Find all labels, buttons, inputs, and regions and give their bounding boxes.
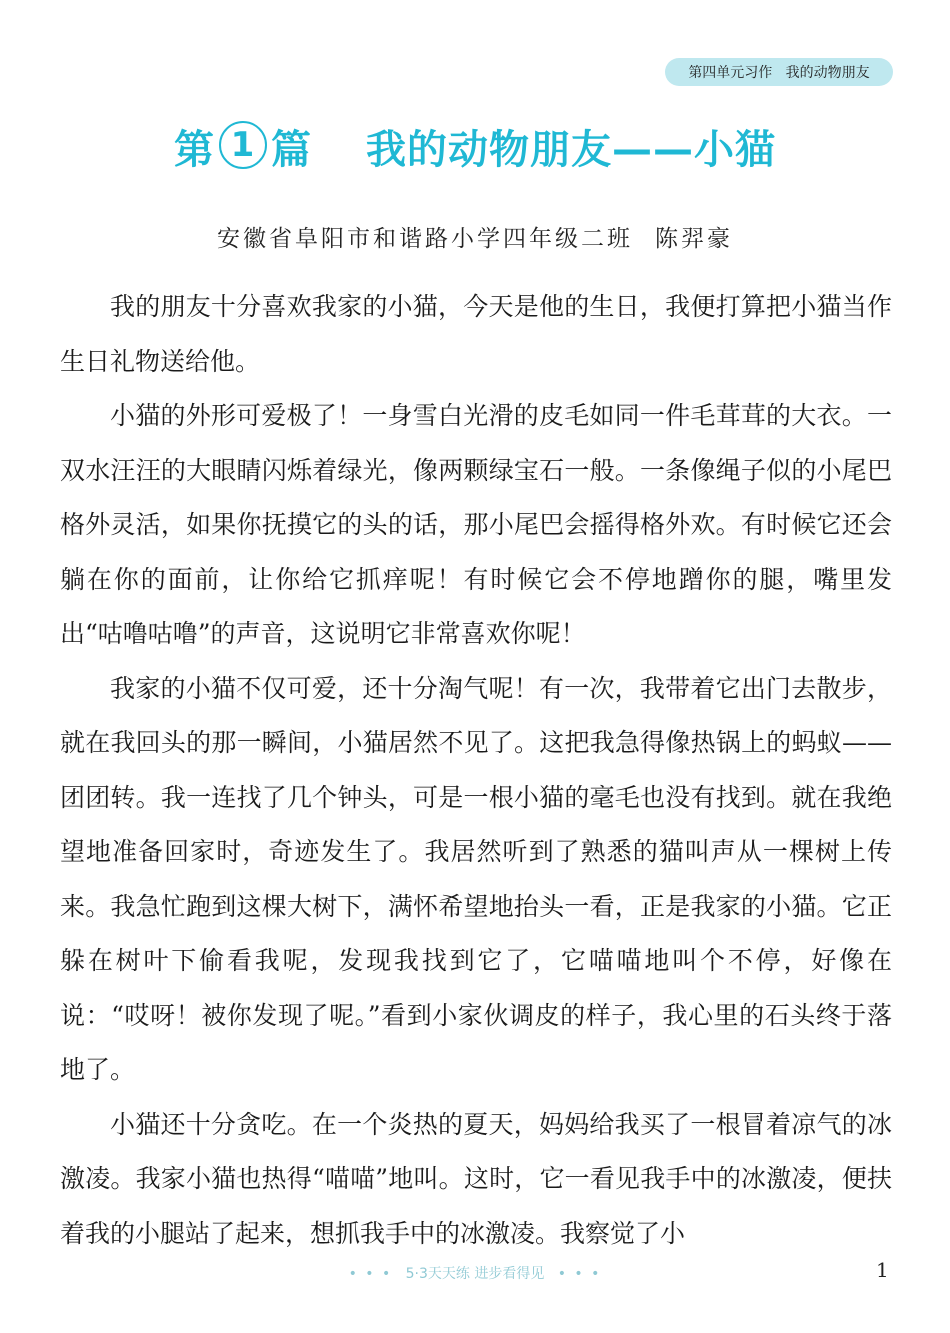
footer-slogan (0, 1263, 950, 1283)
title-text: 我的动物朋友——小猫 (366, 127, 776, 173)
page-number: 1 (876, 1258, 889, 1282)
author-name: 陈羿豪 (655, 226, 733, 252)
author-line (0, 220, 950, 253)
essay-body (60, 280, 892, 1261)
unit-tag: 第四单元习作 我的动物朋友 (665, 58, 893, 86)
paragraph: 小猫还十分贪吃。在一个炎热的夏天，妈妈给我买了一根冒着凉气的冰激凌。我家小猫也热得“喵喵”地叫。这时，它一看见我手中的冰激凌，便扶着我的小腿站了起来，想抓我手中的冰激凌。我察觉了小 (60, 1109, 892, 1248)
slogan-text: 5·3天天练 进步看得见 (405, 1266, 545, 1282)
page-title (0, 118, 950, 175)
title-prefix: 第 (174, 127, 215, 173)
paragraph: 我家的小猫不仅可爱，还十分淘气呢！有一次，我带着它出门去散步，就在我回头的那一瞬间，小猫居然不见了。这把我急得像热锅上的蚂蚁——团团转。我一连找了几个钟头，可是一根小猫的毫毛也没有找到。就在我绝望地准备回家时，奇迹发生了。我居然听到了熟悉的猫叫声从一棵树上传来。我急忙跑到这棵大树下，满怀希望地抬头一看，正是我家的小猫。它正躲在树叶下偷看我呢，发现我找到它了，它喵喵地叫个不停，好像在说：“哎呀！被你发现了呢。”看到小家伙调皮的样子，我心里的石头终于落地了。 (60, 673, 892, 1084)
article-number-badge: 1 (219, 121, 267, 169)
dots-left: • • • (348, 1266, 393, 1282)
author-school: 安徽省阜阳市和谐路小学四年级二班 (217, 226, 633, 252)
paragraph: 我的朋友十分喜欢我家的小猫，今天是他的生日，我便打算把小猫当作生日礼物送给他。 (60, 292, 892, 376)
paragraph: 小猫的外形可爱极了！一身雪白光滑的皮毛如同一件毛茸茸的大衣。一双水汪汪的大眼睛闪烁着绿光，像两颗绿宝石一般。一条像绳子似的小尾巴格外灵活，如果你抚摸它的头的话，那小尾巴会摇得格外欢。有时候它还会躺在你的面前，让你给它抓痒呢！有时候它会不停地蹭你的腿，嘴里发出“咕噜咕噜”的声音，这说明它非常喜欢你呢！ (60, 401, 892, 648)
title-suffix: 篇 (271, 127, 312, 173)
dots-right: • • • (557, 1266, 602, 1282)
